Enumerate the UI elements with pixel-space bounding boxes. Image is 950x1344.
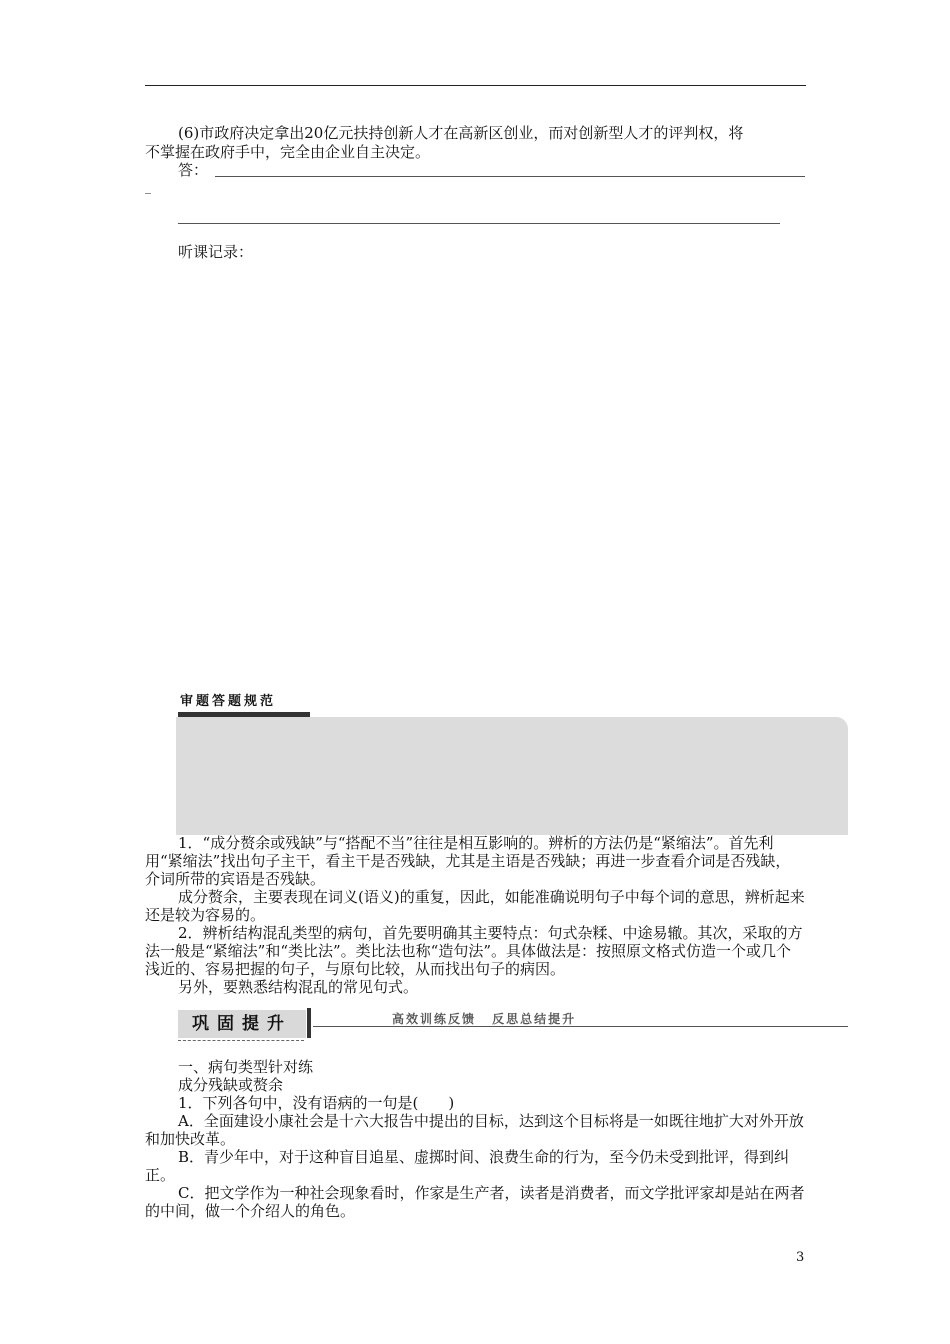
banner-dashed-line <box>178 1040 304 1041</box>
option-b: B．青少年中，对于这种盲目追星、虚掷时间、浪费生命的行为，至今仍未受到批评，得到纠正。 <box>145 1148 790 1184</box>
notes-label: 听课记录： <box>178 243 254 261</box>
section-paragraph-1: 1．“成分赘余或残缺”与“搭配不当”往往是相互影响的。辨析的方法仍是“紧缩法”。首先利用“紧缩法”找出句子主干，看主干是否残缺，尤其是主语是否残缺；再进一步查看介词是否残缺，介词所带的宾语是否残缺。 <box>145 834 791 888</box>
section-paragraph-4: 另外，要熟悉结构混乱的常见句式。 <box>178 978 419 996</box>
question-1: 1．下列各句中，没有语病的一句是( ) <box>178 1094 455 1112</box>
option-a: A．全面建设小康社会是十六大报告中提出的目标，达到这个目标将是一如既往地扩大对外开放和加快改革。 <box>145 1112 804 1148</box>
banner-subtitle: 高效训练反馈 反思总结提升 <box>392 1012 577 1026</box>
grey-content-box <box>176 717 848 835</box>
answer-line-1[interactable] <box>215 176 805 177</box>
answer-line-2[interactable] <box>178 223 780 224</box>
practice-heading: 一、病句类型针对练 <box>178 1058 314 1076</box>
header-rule <box>145 85 806 86</box>
option-c: C．把文学作为一种社会现象看时，作家是生产者，读者是消费者，而文学批评家却是站在两者的中间，做一个介绍人的角色。 <box>145 1184 805 1220</box>
stray-mark: _ <box>145 180 151 194</box>
question-6-line1: (6)市政府决定拿出20亿元扶持创新人才在高新区创业，而对创新型人才的评判权，将 <box>178 124 744 142</box>
question-6-line2: 不掌握在政府手中，完全由企业自主决定。 <box>145 143 431 161</box>
section-title: 审题答题规范 <box>180 694 277 709</box>
section-paragraph-2: 成分赘余，主要表现在词义(语义)的重复，因此，如能准确说明句子中每个词的意思，辨析起来还是较为容易的。 <box>145 888 805 924</box>
banner-title: 巩固提升 <box>178 1010 306 1038</box>
answer-label: 答： <box>178 161 209 179</box>
section-paragraph-3: 2．辨析结构混乱类型的病句，首先要明确其主要特点：句式杂糅、中途易辙。其次，采取的方法一般是“紧缩法”和“类比法”。类比法也称“造句法”。具体做法是：按照原文格式仿造一个或几个浅近的、容易把握的句子，与原句比较，从而找出句子的病因。 <box>145 924 803 978</box>
practice-subheading: 成分残缺或赘余 <box>178 1076 284 1094</box>
banner-divider <box>307 1008 311 1038</box>
page-number: 3 <box>796 1250 805 1265</box>
